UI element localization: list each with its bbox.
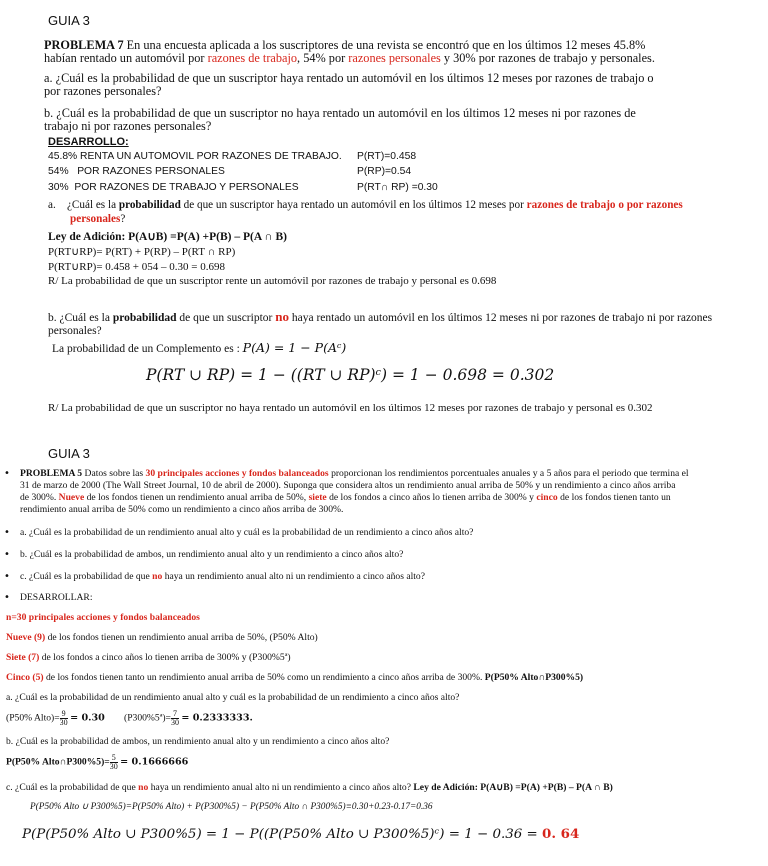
p50-value: = 0.30 <box>70 712 105 724</box>
answer-a-red: personales <box>70 213 121 225</box>
siete-label: Siete (7) <box>6 652 40 663</box>
desarrollar-label: DESARROLLAR: <box>20 592 93 603</box>
p50-num: 9 <box>61 709 66 718</box>
question-c-text: haya un rendimiento anual alto ni un rendimiento a cinco años alto? <box>164 571 425 582</box>
repeat-question-a: a. ¿Cuál es la probabilidad de un rendimiento anual alto y cuál es la probabilidad de un rendimiento a cinco años alto? <box>6 692 460 703</box>
question-a-line2: por razones personales? <box>44 84 162 98</box>
p300-den: 30 <box>170 718 179 727</box>
problem5-text: de 300%. <box>20 492 57 503</box>
cinco-text: de los fondos tienen tanto un rendimiento anual arriba de 50% como un rendimiento a cinco años arriba de 300%. <box>45 672 483 683</box>
answer-a-prefix: a. <box>48 199 56 211</box>
answer-a-question-line1 <box>48 199 683 211</box>
intro-highlight-trabajo: razones de trabajo <box>207 51 298 65</box>
answer-a-text: ¿Cuál es la <box>66 199 117 211</box>
both-den: 30 <box>109 762 118 771</box>
problem5-text: de los fondos tienen un rendimiento anual arriba de 50%, <box>86 492 307 503</box>
bullet: • <box>4 549 10 560</box>
repeat-c-text: haya un rendimiento anual alto ni un rendimiento a cinco años alto? <box>150 782 411 793</box>
answer-b-text: haya rentado un automóvil en los últimos 12 meses ni por razones de trabajo ni por razones <box>291 312 713 324</box>
problem5-label: PROBLEMA 5 <box>20 468 83 479</box>
problem5-nueve: Nueve <box>58 492 85 503</box>
intro-text-part: y 30% por razones de trabajo y personales. <box>443 51 655 65</box>
answer-b-bold: probabilidad <box>112 312 177 324</box>
final-formula-text: P(P(P50% Alto ∪ P300%5) = 1 − P((P(P50% Alto ∪ P300%5)ᶜ) = 1 − 0.36 = <box>22 827 538 842</box>
problem5-question-a: a. ¿Cuál es la probabilidad de un rendimiento anual alto y cuál es la probabilidad de un rendimiento a cinco años alto? <box>20 527 474 538</box>
result-b: R/ La probabilidad de que un suscriptor no haya rentado un automóvil en los últimos 12 meses por razones de trabajo y personal es 0.302 <box>48 402 653 414</box>
p50-label: (P50% Alto)= <box>6 712 60 724</box>
problem5-line1 <box>20 468 689 479</box>
repeat-c-ley: Ley de Adición: P(A∪B) =P(A) +P(B) – P(A ∩ B) <box>413 782 613 793</box>
bullet: • <box>4 571 10 582</box>
problem7-intro-text: En una encuesta aplicada a los suscriptores de una revista se encontró que en los últimos 12 meses 45.8% <box>126 38 646 52</box>
question-b-line1: b. ¿Cuál es la probabilidad de que un suscriptor no haya rentado un automóvil en los últimos 12 meses ni por razones de <box>44 106 636 120</box>
answer-b-question-line2: personales? <box>48 325 102 337</box>
bullet: • <box>4 527 10 538</box>
question-c-text: c. ¿Cuál es la probabilidad de que <box>20 571 150 582</box>
nueve-line <box>6 632 318 643</box>
answer-b-text: de que un suscriptor <box>179 312 273 324</box>
answer-a-bold: probabilidad <box>118 199 181 211</box>
problem5-question-c <box>20 571 425 582</box>
n-line: n=30 principales acciones y fondos balanceados <box>6 612 200 623</box>
final-value: 0. 64 <box>542 826 580 842</box>
p300-num: 7 <box>172 709 177 718</box>
both-line <box>6 754 188 771</box>
bullet: • <box>4 592 10 603</box>
siete-text: de los fondos a cinco años lo tienen arriba de 300% y (P300%5ª) <box>41 652 291 663</box>
problem5-text: de los fondos tienen tanto un <box>560 492 671 503</box>
problem5-question-b: b. ¿Cuál es la probabilidad de ambos, un rendimiento anual alto y un rendimiento a cinco años alto? <box>20 549 404 560</box>
cinco-line <box>6 672 583 683</box>
problem7-label: PROBLEMA 7 <box>44 38 124 52</box>
problem5-line2: 31 de marzo de 2000 (The Wall Street Journal, 10 de abril de 2000). Suponga que considera altos un rendimiento anual arriba de 50% y un rendimiento a cinco años arriba <box>20 480 676 491</box>
data-row-3-prob: P(RT∩ RP) =0.30 <box>357 182 438 193</box>
desarrollo-heading: DESARROLLO: <box>48 136 129 148</box>
data-row-1-prob: P(RT)=0.458 <box>357 151 417 162</box>
question-c-no: no <box>152 571 163 582</box>
answer-b-text: b. ¿Cuál es la <box>48 312 110 324</box>
intro-highlight-personales: razones personales <box>348 51 441 65</box>
complement-label: La probabilidad de un Complemento es : <box>52 343 240 355</box>
repeat-c-no: no <box>138 782 149 793</box>
both-fraction <box>110 754 118 771</box>
both-value: = 0.1666666 <box>120 756 189 768</box>
problem5-line4: rendimiento anual arriba de 50% como un rendimiento a cinco años arriba de 300%. <box>20 504 344 515</box>
p300-fraction <box>171 710 179 727</box>
repeat-c-text: c. ¿Cuál es la probabilidad de que <box>6 782 136 793</box>
ley-adicion-label: Ley de Adición: P(A∪B) =P(A) +P(B) – P(A ∩ B) <box>48 231 288 243</box>
nueve-text: de los fondos tienen un rendimiento anual arriba de 50%, (P50% Alto) <box>47 632 318 643</box>
result-a: R/ La probabilidad de que un suscriptor rente un automóvil por razones de trabajo y personal es 0.698 <box>48 275 497 287</box>
final-formula <box>22 826 579 842</box>
answer-a-text: de que un suscriptor haya rentado un automóvil en los últimos 12 meses por <box>183 199 524 211</box>
problem5-text: de los fondos a cinco años lo tienen arriba de 300% y <box>329 492 534 503</box>
repeat-question-c <box>6 782 613 793</box>
cinco-label: Cinco (5) <box>6 672 44 683</box>
problem5-cinco: cinco <box>536 492 558 503</box>
problem5-highlight: 30 principales acciones y fondos balanceados <box>145 468 329 479</box>
calc-line-2: P(RT∪RP)= 0.458 + 054 – 0.30 = 0.698 <box>48 261 225 273</box>
problem5-text: Datos sobre las <box>84 468 144 479</box>
guia-heading-1: GUIA 3 <box>48 13 90 28</box>
answer-b-no: no <box>275 309 289 324</box>
problem5-siete: siete <box>308 492 327 503</box>
siete-line <box>6 652 291 663</box>
problem7-intro-line2 <box>44 51 655 66</box>
data-row-2-prob: P(RP)=0.54 <box>357 166 412 177</box>
problem5-line3 <box>20 492 671 503</box>
big-complement-formula: P(RT ∪ RP) = 1 − ((RT ∪ RP)ᶜ) = 1 − 0.698 = 0.302 <box>146 366 555 384</box>
p300-label: (P300%5ª)= <box>124 712 171 724</box>
question-a-line1: a. ¿Cuál es la probabilidad de que un suscriptor haya rentado un automóvil en los últimos 12 meses por razones de trabajo o <box>44 71 654 85</box>
both-label: P(P50% Alto∩P300%5)= <box>6 756 110 768</box>
union-calc-line: P(P50% Alto ∪ P300%5)=P(P50% Alto) + P(P300%5) − P(P50% Alto ∩ P300%5)≡0.30+0.23-0.17=0.36 <box>30 802 433 812</box>
calc-line-1: P(RT∪RP)= P(RT) + P(RP) – P(RT ∩ RP) <box>48 246 236 258</box>
answer-b-question-line1 <box>48 309 712 325</box>
both-num: 5 <box>111 753 116 762</box>
answer-a-end: ? <box>120 213 126 225</box>
complement-formula: P(A) = 1 − P(Aᶜ) <box>242 340 347 355</box>
guia-heading-2: GUIA 3 <box>48 446 90 461</box>
complement-line <box>52 340 346 355</box>
p50-line <box>6 710 253 727</box>
nueve-label: Nueve (9) <box>6 632 46 643</box>
data-row-1-text: 45.8% RENTA UN AUTOMOVIL POR RAZONES DE TRABAJO. <box>48 151 342 162</box>
intro-text-part: habían rentado un automóvil por <box>44 51 205 65</box>
data-row-2-text: 54% POR RAZONES PERSONALES <box>48 166 225 177</box>
bullet: • <box>4 468 10 479</box>
repeat-question-b: b. ¿Cuál es la probabilidad de ambos, un rendimiento anual alto y un rendimiento a cinco años alto? <box>6 736 390 747</box>
answer-a-red: razones de trabajo o por razones <box>526 199 683 211</box>
cinco-bold: P(P50% Alto∩P300%5) <box>484 672 584 683</box>
question-b-line2: trabajo ni por razones personales? <box>44 119 212 133</box>
data-row-3-text: 30% POR RAZONES DE TRABAJO Y PERSONALES <box>48 182 299 193</box>
p50-den: 30 <box>59 718 68 727</box>
p300-value: = 0.2333333. <box>181 712 253 724</box>
p50-fraction <box>60 710 68 727</box>
intro-text-part: , 54% por <box>297 51 346 65</box>
problem5-text: proporcionan los rendimientos porcentuales anuales y a 5 años para el periodo que termina el <box>331 468 689 479</box>
answer-a-question-line2 <box>70 213 125 225</box>
